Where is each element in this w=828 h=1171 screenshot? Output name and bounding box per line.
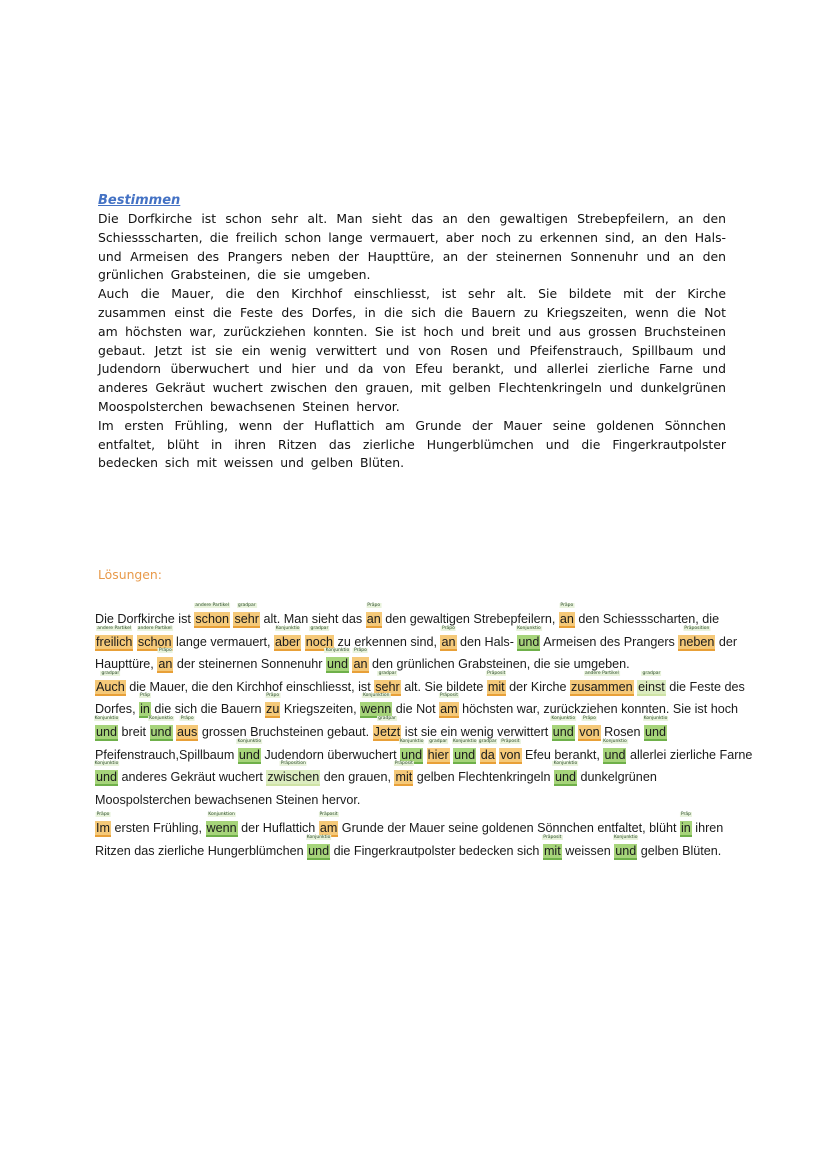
exercise-title: Bestimmen (98, 193, 181, 208)
word-class-label: gradpar (237, 603, 256, 608)
annotated-word: gradpar sehr (234, 603, 259, 626)
annotated-word: Konjunktio und (399, 738, 424, 762)
annotated-word: Präposition neben (679, 625, 715, 649)
word-class-label: Präp (680, 812, 691, 818)
exercise-text (98, 210, 726, 473)
word-class-label: Präpo (367, 603, 381, 608)
exercise-paragraph: Die Dorfkirche ist schon sehr alt. Man sieht das an den gewaltigen Strebepfeilern, an den Schiessscharten, die freilich schon lange vermauert, aber noch zu erkennen sind, an den Hals- und Armeisen des Prangers neben der Haupttüre, an der steinernen Sonnenuhr und an den grünlichen Grabsteinen, die sie umgeben. (98, 211, 726, 283)
solution-paragraph: Präpo Im ersten Frühling, Konjunktion wenn der Huflattich Präposit am Grunde der Mauer seine goldenen Sönnchen entfaltet, blüht Präp in ihren Ritzen das zierliche Hungerblümchen Konjunktio und die Fingerkrautpolster bedecken sich Präposit mit weissen Konjunktio und gelben Blüten. (95, 812, 724, 858)
word-class-label: Präposit (487, 670, 506, 676)
word-class-label: Präposit (394, 761, 413, 767)
annotated-word: Präposit mit (487, 670, 506, 694)
annotated-word: Präpo zu (266, 693, 280, 717)
word-class-label: Präposition (280, 761, 306, 767)
word-class-label: Präposit (501, 738, 520, 744)
word-class-label: Präposit (543, 834, 562, 840)
word-class-label: Präpo (354, 648, 367, 654)
annotated-word: Präpo aus (177, 715, 198, 739)
word-class-label: Konjunktion (362, 693, 390, 699)
annotated-word: Präpo an (353, 648, 368, 672)
word-class-label: gradpar (378, 670, 397, 676)
solutions-text (94, 603, 755, 863)
word-class-label: Konjunktio (643, 715, 668, 721)
annotated-word: Präposit mit (543, 834, 562, 858)
word-class-label: Konjunktio (399, 738, 424, 744)
annotated-word: Konjunktio und (452, 738, 477, 762)
annotated-word: Präposit mit (394, 761, 413, 785)
word-class-label: Präpo (442, 625, 455, 631)
annotated-word: Konjunktio und (94, 715, 119, 739)
exercise-paragraph: Auch die Mauer, die den Kirchhof einschliesst, ist sehr alt. Sie bildete mit der Kirche zusammen einst die Feste des Dorfes, in die sich die Bauern zu Kriegszeiten, wenn die Not am höchsten war, zurückziehen konnten. Sie ist hoch und breit und aus grossen Bruchsteinen gebaut. Jetzt ist sie ein wenig verwittert und von Rosen und Pfeifenstrauch, Spillbaum und Judendorn überwuchert und hier und da von Efeu berankt, und allerlei zierliche Farne und anderes Gekräut wuchert zwischen den grauen, mit gelben Flechtenkringeln und dunkelgrünen Moospolsterchen bewachsenen Steinen hervor. (98, 286, 726, 414)
word-class-label: Präpo (158, 648, 172, 654)
word-class-label: andere Partikel (584, 670, 619, 676)
annotated-word: gradpar sehr (375, 670, 400, 694)
annotated-word: Konjunktio und (643, 715, 668, 739)
word-class-label: Konjunktio (237, 738, 262, 744)
annotated-word: Präpo an (366, 603, 381, 626)
word-class-label: Konjunktio (613, 834, 638, 840)
solutions-heading: Lösungen: (98, 567, 162, 582)
annotated-word: Präpo an (559, 603, 574, 626)
annotated-word: Konjunktion wenn (206, 812, 237, 836)
annotated-word: Präpo von (579, 715, 600, 739)
annotated-word: Präpo an (158, 648, 173, 672)
word-class-label: gradpar (642, 670, 661, 676)
annotated-word: Präposit am (439, 693, 459, 717)
word-class-label: Konjunktio (275, 625, 300, 631)
annotated-word: Konjunktio und (517, 625, 541, 649)
annotated-word: gradpar einst (638, 670, 665, 694)
word-class-label: Präposition (684, 625, 710, 631)
annotated-word: Präposition zwischen (267, 761, 320, 785)
word-class-label: Konjunktio (325, 648, 350, 654)
word-class-label: Konjunktio (603, 738, 627, 744)
solution-paragraph: gradpar Auch die Mauer, die den Kirchhof einschliesst, ist gradpar sehr alt. Sie bildete Präposit mit der Kirche andere Partikel zusammen gradpar einst die Feste des Dorfes, Präp in die sich die Bauern Präpo zu Kriegszeiten, Konjunktion wenn die Not Präposit am höchsten war, zurückziehen konnten. Sie ist hoch Konjunktio und breit Konjunktio und Präpo aus grossen Bruchsteinen gebaut. gradpar Jetzt ist sie ein wenig verwittert Konjunktio und Präpo von Rosen Konjunktio und Pfeifenstrauch,Spillbaum Konjunktio und Judendorn überwuchert Konjunktio und gradpar hier Konjunktio und gradpar da Präposit von Efeu berankt, Konjunktio und allerlei zierliche Farne Konjunktio und anderes Gekräut wuchert Präposition zwischen den grauen, Präposit mit gelben Flechtenkringeln Konjunktio und dunkelgrünen Moospolsterchen bewachsenen Steinen hervor. (94, 670, 753, 807)
annotated-word: Konjunktio und (551, 715, 576, 739)
word-class-label: Präpo (266, 693, 280, 699)
word-class-label: gradpar (378, 715, 396, 721)
word-class-label: gradpar (310, 625, 329, 631)
word-class-label: andere Partikel (137, 625, 172, 631)
solution-paragraph: Die Dorfkirche ist andere Partikel schon gradpar sehr alt. Man sieht das Präpo an den gewaltigen Strebepfeilern, Präpo an den Schiessscharten, die andere Partikel freilich andere Partikel schon lange vermauert, Konjunktio aber gradpar noch zu erkennen sind, Präpo an den Hals- Konjunktio und Armeisen des Prangers Präposition neben der Haupttüre, Präpo an der steinernen Sonnenuhr Konjunktio und Präpo an den grünlichen Grabsteinen, die sie umgeben. (95, 603, 738, 672)
word-class-label: Konjunktio (94, 715, 119, 721)
word-class-label: Konjunktio (517, 625, 541, 631)
word-class-label: Präpo (560, 603, 574, 608)
annotated-word: Konjunktio und (603, 738, 627, 762)
word-class-label: Konjunktio (94, 761, 119, 767)
word-class-label: Präposit (319, 812, 338, 818)
annotated-word: Präp in (680, 812, 691, 836)
annotated-word: Konjunktio und (237, 738, 262, 762)
word-class-label: Konjunktio (306, 834, 331, 840)
annotated-word: Präp in (139, 693, 151, 717)
word-class-label: Konjunktio (452, 738, 477, 744)
annotated-word: gradpar noch (305, 625, 334, 649)
word-class-label: Präp (139, 693, 151, 699)
annotated-word: gradpar da (478, 738, 497, 762)
word-class-label: gradpar (478, 738, 497, 744)
annotated-word: Konjunktio aber (275, 625, 301, 649)
annotated-word: andere Partikel schon (137, 625, 172, 649)
exercise-paragraph: Im ersten Frühling, wenn der Huflattich am Grunde der Mauer seine goldenen Sönnchen entfaltet, blüht in ihren Ritzen das zierliche Hungerblümchen und die Fingerkrautpolster bedecken sich mit weissen und gelben Blüten. (98, 417, 726, 471)
annotated-word: gradpar hier (427, 738, 449, 762)
word-class-label: andere Partikel (97, 625, 132, 631)
annotated-word: andere Partikel freilich (96, 625, 133, 649)
word-class-label: Präpo (583, 715, 596, 721)
annotated-word: Konjunktio und (553, 761, 578, 785)
annotated-word: Konjunktio und (613, 834, 638, 858)
word-class-label: gradpar (429, 738, 448, 744)
annotated-word: Konjunktio und (149, 715, 173, 739)
annotated-word: Präpo an (441, 625, 456, 649)
annotated-word: andere Partikel schon (195, 603, 230, 626)
annotated-word: andere Partikel zusammen (571, 670, 633, 694)
annotated-word: Präposit von (500, 738, 521, 762)
word-class-label: Präpo (180, 715, 194, 721)
annotated-word: gradpar Auch (96, 670, 125, 694)
word-class-label: Konjunktio (553, 761, 578, 767)
annotated-word: Präpo Im (96, 812, 110, 836)
annotated-word: Konjunktio und (306, 834, 331, 858)
annotated-word: gradpar Jetzt (373, 715, 401, 739)
word-class-label: Konjunktion (208, 812, 235, 818)
word-class-label: andere Partikel (195, 603, 230, 608)
annotated-word: Konjunktion wenn (361, 693, 392, 717)
word-class-label: Präpo (96, 812, 110, 818)
word-class-label: gradpar (101, 670, 120, 676)
word-class-label: Konjunktio (551, 715, 576, 721)
annotated-word: Konjunktio und (325, 648, 350, 672)
word-class-label: Präposit (439, 693, 459, 699)
word-class-label: Konjunktio (149, 715, 173, 721)
annotated-word: Konjunktio und (94, 761, 119, 785)
annotated-word: Präposit am (319, 812, 338, 836)
